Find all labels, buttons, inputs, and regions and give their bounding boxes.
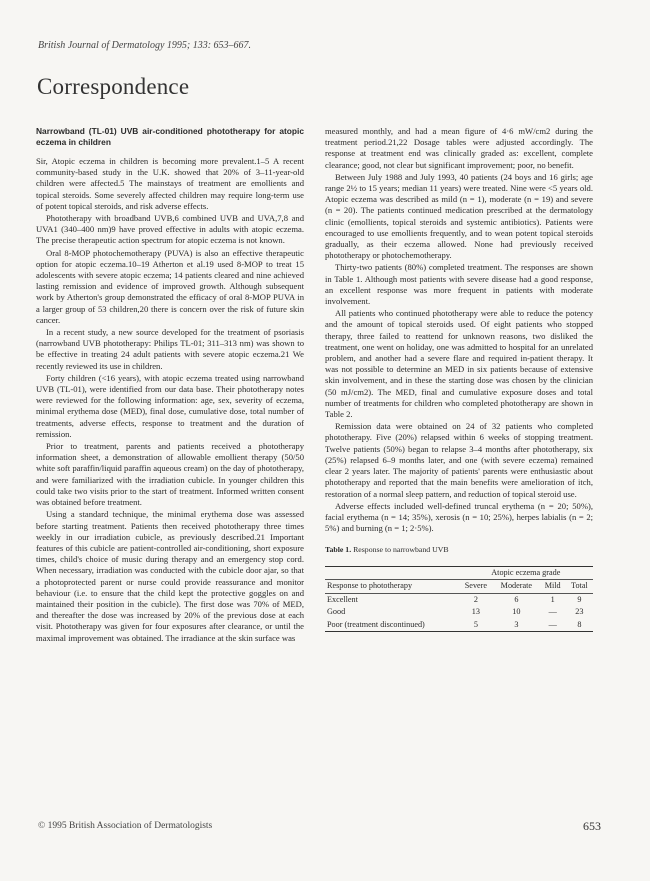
table-cell: — — [548, 619, 557, 629]
table-cell: 13 — [471, 607, 480, 617]
table-row — [325, 593, 593, 606]
table-group-header: Atopic eczema grade — [491, 567, 561, 577]
table-cell: 1 — [550, 594, 555, 604]
table-cell: — — [548, 607, 557, 617]
footer-copyright: © 1995 British Association of Dermatologists — [38, 821, 213, 831]
paragraph: measured monthly, and had a mean figure of 4·6 mW/cm2 during the treatment period.21,22 Dosage tables were adjusted accordingly. The response at treatment end was clinically graded as: excellent, complete clearance; good, not clear but significant improvement; poor, no benefit. — [325, 126, 593, 170]
paragraph: Oral 8-MOP photochemotherapy (PUVA) is also an effective therapeutic option for atopic eczema.10–19 Atherton et al.19 used 8-MOP to treat 15 adolescents with severe atopic eczema; 14 patients cleared and nine achieved lasting remission and evidence of improved growth. Although subsequent work by Atherton's group demonstrated the efficacy of oral 8-MOP PUVA in a larger group of 53 children,20 there is concern over the risk of future skin cancer. — [36, 247, 304, 325]
table-row — [325, 619, 593, 632]
table-cell: 6 — [514, 594, 519, 604]
table-row-label: Excellent — [327, 594, 358, 604]
table-cell: 10 — [512, 607, 521, 617]
table-col-header: Mild — [544, 581, 561, 591]
section-title: Correspondence — [37, 74, 190, 99]
table-cell: 5 — [473, 619, 478, 629]
journal-header: British Journal of Dermatology 1995; 133: 653–667. — [38, 40, 252, 51]
table-row-label: Good — [327, 607, 346, 617]
paragraph: Sir, Atopic eczema in children is becoming more prevalent.1–5 A recent community-based study in the U.K. showed that 20% of 3–11-year-old children were affected.5 The mainstays of treatment are emollients and topical steroids. Some severely affected children may require long-term use of potent topical steroids, and risk adverse effects. — [36, 156, 304, 211]
table-cell: 2 — [473, 594, 478, 604]
right-column — [325, 126, 593, 632]
table-cell: 8 — [577, 619, 582, 629]
paragraph: Adverse effects included well-defined truncal erythema (n = 20; 50%), facial erythema (n = 14; 35%), xerosis (n = 10; 25%), herpes labialis (n = 2; 5%) and burning (n = 1; 2·5%). — [325, 500, 593, 534]
table-caption — [325, 544, 593, 555]
table-col-header: Severe — [464, 581, 488, 591]
paragraph: Phototherapy with broadband UVB,6 combined UVB and UVA,7,8 and UVA1 (340–400 nm)9 have proved effective in adults with atopic eczema. The precise therapeutic action spectrum for atopic eczema is not known. — [36, 213, 304, 246]
paragraph: In a recent study, a new source developed for the treatment of psoriasis (narrowband UVB phototherapy: Philips TL-01; 311–313 nm) was shown to be effective in treating 24 adult patients with severe atopic eczema.21 We recently reviewed its use in children. — [36, 327, 304, 371]
table-row — [325, 606, 593, 619]
table-caption-label: Table 1. — [325, 545, 352, 555]
left-column — [36, 126, 304, 644]
paragraph: Thirty-two patients (80%) completed treatment. The responses are shown in Table 1. Although most patients with severe disease had a good response, an excellent response was more frequent in patients with moderate involvement. — [325, 262, 593, 307]
paragraph: Remission data were obtained on 24 of 32 patients who completed phototherapy. Five (20%) relapsed within 6 weeks of stopping treatment. Twelve patients (50%) began to relapse 3–4 months after phototherapy, six (25%) relapsed 6–9 months later, and one (with severe eczema) remained clear 2 years later. The majority of patients' parents were enthusiastic about phototherapy and reported that the main benefits were amelioration of itch, restoration of a normal sleep pattern, and reduction of topical steroid use. — [325, 421, 593, 499]
paragraph: Prior to treatment, parents and patients received a phototherapy information sheet, a demonstration of allowable emollient therapy (50/50 white soft paraffin/liquid paraffin aqueous cream) on the day of phototherapy, and were familiarized with the irradiation cubicle. In younger children this could take two visits prior to the start of treatment. Informed written consent was obtained before treatment. — [36, 441, 304, 508]
response-table — [325, 566, 593, 633]
paragraph: Using a standard technique, the minimal erythema dose was assessed before starting treatment. Patients then received phototherapy three times weekly in our irradiation cubicle, as previously described.21 Important features of this cubicle are patient-controlled air-conditioning, short exposure times, child's choice of music during therapy and an emergency stop cord. When necessary, irradiation was conducted with the cubicle door ajar, so that a photoprotected parent or nurse could provide reassurance and monitor behaviour (i.e. to ensure that the child kept the protective goggles on and maintained their position in the cubicle). The first dose was 70% of MED, and thereafter the dose was increased by 20% of the previous dose at each visit. Phototherapy was given for four exposures after clearance, or until the maximal improvement was obtained. The irradiance at the skin surface was — [36, 509, 304, 643]
table-col-header: Total — [571, 581, 588, 591]
table-col-header: Moderate — [500, 581, 533, 591]
table-cell: 9 — [577, 594, 582, 604]
article-title: Narrowband (TL-01) UVB air-conditioned phototherapy for atopic eczema in children — [36, 126, 304, 147]
paragraph: Between July 1988 and July 1993, 40 patients (24 boys and 16 girls; age range 2½ to 15 years; median 11 years) were treated. Nine were <5 years old. Atopic eczema was described as mild (n = 1), moderate (n = 19) and severe (n = 20). The patients continued medication prescribed at the dermatology clinic (emollients, topical steroids and systemic antibiotics). Patients were encouraged to use emollients frequently, and to wean potent topical steroids gradually, as their eczema allowed. None had previously received phototherapy or photochemotherapy. — [325, 171, 593, 261]
table-row-header: Response to phototherapy — [327, 581, 413, 591]
table-caption-text: Response to narrowband UVB — [353, 545, 449, 555]
paragraph: All patients who continued phototherapy were able to reduce the potency and the amount of topical steroids used. Of eight patients who stopped therapy, three failed to reattend for unknown reasons, two disliked the treatment, one went on holiday, one was admitted to hospital for an unrelated problem, and another had a severe flare and required in-patient therapy. It was not possible to determine an MED in six patients because of extensive skin involvement, and in these the starting dose was chosen by the clinician (50 mJ/cm2). The MED, final and cumulative exposure doses and total number of treatments for children who completed phototherapy are shown in Table 2. — [325, 308, 593, 420]
table-row-label: Poor (treatment discontinued) — [327, 619, 425, 629]
table-cell: 3 — [514, 619, 519, 629]
page-number: 653 — [583, 819, 601, 833]
paragraph: Forty children (<16 years), with atopic eczema treated using narrowband UVB (TL-01), were identified from our data base. Their phototherapy notes were reviewed for the following information: age, sex, severity of eczema, minimal erythema dose (MED), final dose, cumulative dose, total number of treatments, adverse effects, response to treatment and the duration of remission. — [36, 372, 304, 439]
table-cell: 23 — [575, 607, 584, 617]
